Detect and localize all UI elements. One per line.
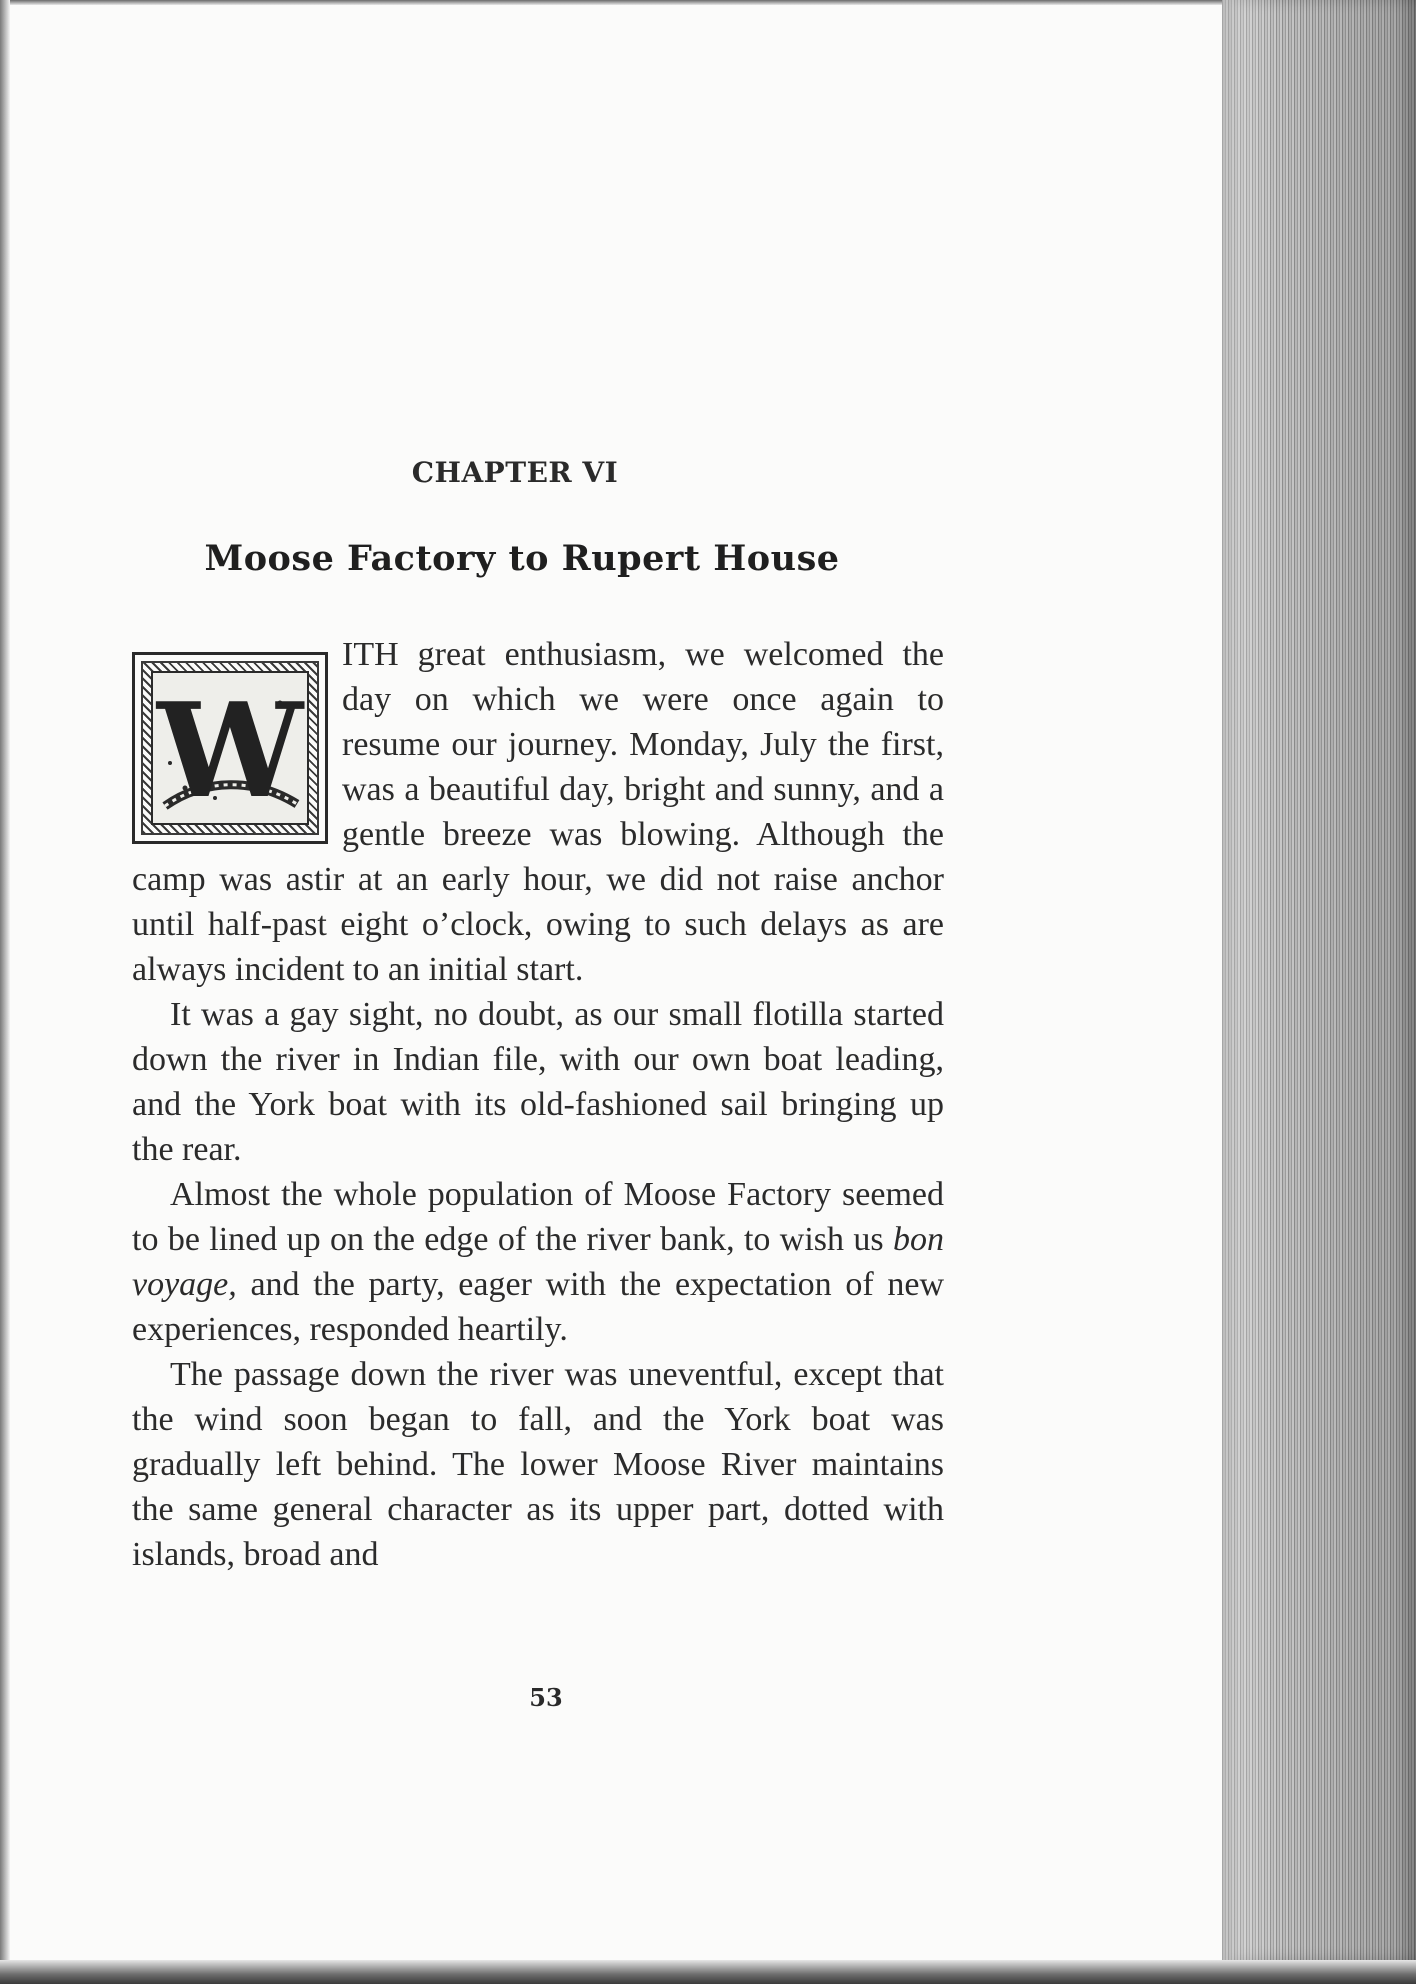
decorated-initial-field	[151, 671, 309, 825]
paragraph-3-italic: bon voyage,	[132, 1221, 944, 1303]
page-number: 53	[529, 1683, 563, 1712]
paragraph-3-text-b: and the party, eager with the expectation of new experiences, responded heartily.	[132, 1266, 944, 1348]
paragraph-2: It was a gay sight, no doubt, as our small flotilla started down the river in Indian file, with our own boat leading, and the York boat with its old-fashioned sail bringing up the rear.	[132, 996, 944, 1168]
book-page-edges	[1222, 0, 1416, 1960]
decorated-initial-border	[141, 661, 319, 835]
page-top-edge	[0, 0, 1416, 5]
decorated-initial	[132, 652, 328, 844]
page-gutter-edge	[0, 0, 10, 1984]
drop-cap-letter: W	[157, 678, 303, 818]
book-bottom-edge	[0, 1960, 1416, 1984]
paragraph-1	[132, 632, 944, 992]
paragraph-3	[132, 1172, 944, 1352]
chapter-label: CHAPTER VI	[411, 456, 619, 489]
chapter-title: Moose Factory to Rupert House	[204, 538, 840, 579]
paragraph-1-text: ITH great enthusiasm, we welcomed the day on which we were once again to resume our journey. Monday, July the first, was a beautiful day, bright and sunny, and a gentle breeze was blowing. Although the camp was astir at an early hour, we did not raise anchor until half-past eight o’clock, owing to such delays as are always incident to an initial start.	[132, 636, 944, 988]
ornamental-w-icon	[155, 678, 305, 818]
paragraph-4: The passage down the river was uneventful, except that the wind soon began to fall, and the York boat was gradually left behind. The lower Moose River maintains the same general character as its upper part, dotted with islands, broad and	[132, 1356, 944, 1573]
paragraph-3-text-a: Almost the whole population of Moose Factory seemed to be lined up on the edge of the river bank, to wish us	[132, 1176, 944, 1258]
chapter-body	[132, 632, 944, 1577]
